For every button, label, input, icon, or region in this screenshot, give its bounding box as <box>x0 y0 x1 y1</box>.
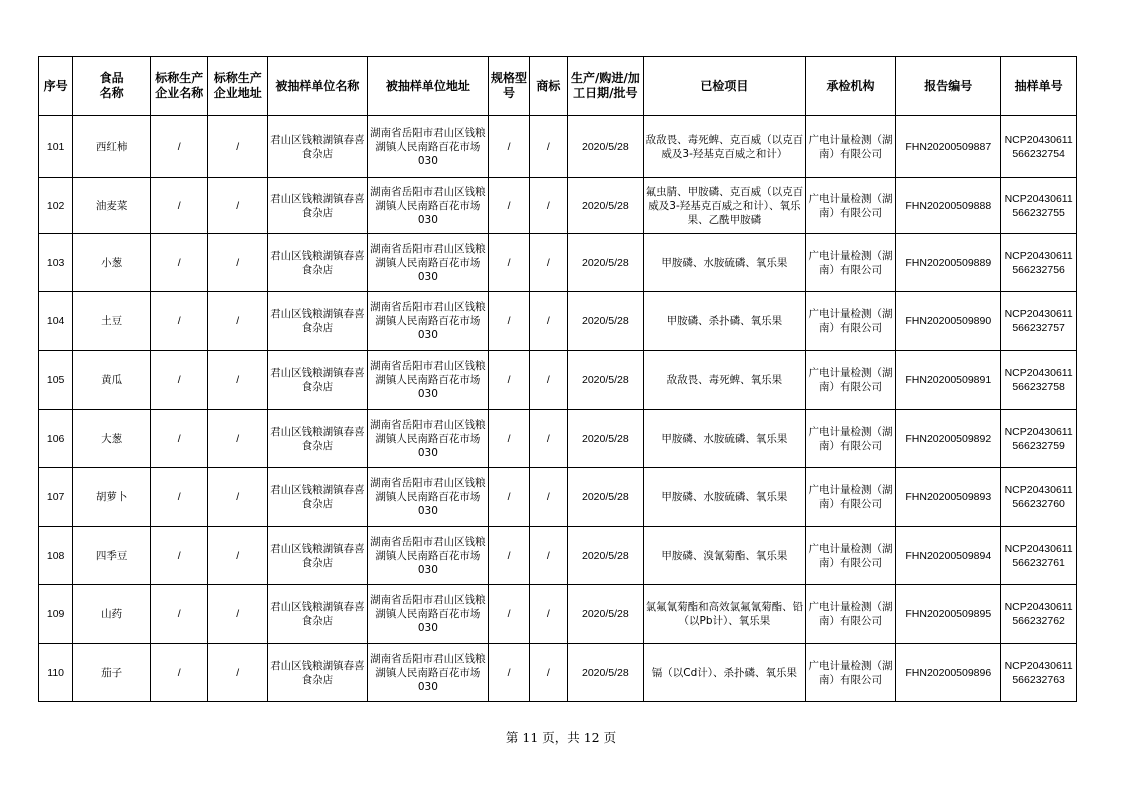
cell-spec: / <box>488 116 529 178</box>
cell-tested-items: 甲胺磷、水胺硫磷、氧乐果 <box>644 234 805 292</box>
cell-report-no: FHN20200509888 <box>896 178 1001 234</box>
cell-report-no: FHN20200509887 <box>896 116 1001 178</box>
cell-manufacturer-name: / <box>150 351 207 410</box>
cell-date: 2020/5/28 <box>567 585 644 644</box>
cell-tested-items: 氯氟氰菊酯和高效氯氟氰菊酯、铅（以Pb计）、氧乐果 <box>644 585 805 644</box>
cell-manufacturer-name: / <box>150 585 207 644</box>
cell-food-name: 胡萝卜 <box>73 468 151 527</box>
cell-manufacturer-address: / <box>208 585 268 644</box>
cell-index: 108 <box>39 527 73 585</box>
cell-sample-no: NCP20430611566232759 <box>1001 410 1077 468</box>
cell-brand: / <box>530 468 567 527</box>
cell-report-no: FHN20200509891 <box>896 351 1001 410</box>
cell-manufacturer-address: / <box>208 644 268 702</box>
cell-index: 101 <box>39 116 73 178</box>
cell-sampled-unit-address: 湖南省岳阳市君山区钱粮湖镇人民南路百花市场030 <box>367 410 488 468</box>
header-sampled-unit-name: 被抽样单位名称 <box>267 57 367 116</box>
cell-sample-no: NCP20430611566232757 <box>1001 292 1077 351</box>
cell-sample-no: NCP20430611566232756 <box>1001 234 1077 292</box>
cell-report-no: FHN20200509889 <box>896 234 1001 292</box>
cell-index: 110 <box>39 644 73 702</box>
cell-date: 2020/5/28 <box>567 116 644 178</box>
cell-report-no: FHN20200509896 <box>896 644 1001 702</box>
cell-sampled-unit-name: 君山区钱粮湖镇春喜食杂店 <box>267 468 367 527</box>
cell-manufacturer-name: / <box>150 468 207 527</box>
cell-manufacturer-address: / <box>208 292 268 351</box>
cell-date: 2020/5/28 <box>567 410 644 468</box>
cell-lab: 广电计量检测（湖南）有限公司 <box>805 292 896 351</box>
cell-sample-no: NCP20430611566232761 <box>1001 527 1077 585</box>
cell-sampled-unit-address: 湖南省岳阳市君山区钱粮湖镇人民南路百花市场030 <box>367 527 488 585</box>
cell-manufacturer-name: / <box>150 116 207 178</box>
cell-lab: 广电计量检测（湖南）有限公司 <box>805 351 896 410</box>
table-row <box>39 178 1077 234</box>
cell-sampled-unit-name: 君山区钱粮湖镇春喜食杂店 <box>267 644 367 702</box>
table-row <box>39 292 1077 351</box>
cell-manufacturer-name: / <box>150 178 207 234</box>
cell-tested-items: 敌敌畏、毒死蜱、克百威（以克百威及3-羟基克百威之和计） <box>644 116 805 178</box>
cell-sampled-unit-name: 君山区钱粮湖镇春喜食杂店 <box>267 585 367 644</box>
cell-food-name: 四季豆 <box>73 527 151 585</box>
cell-manufacturer-name: / <box>150 644 207 702</box>
cell-tested-items: 镉（以Cd计）、杀扑磷、氧乐果 <box>644 644 805 702</box>
cell-date: 2020/5/28 <box>567 351 644 410</box>
cell-manufacturer-name: / <box>150 234 207 292</box>
cell-manufacturer-address: / <box>208 468 268 527</box>
cell-tested-items: 氟虫腈、甲胺磷、克百威（以克百威及3-羟基克百威之和计）、氧乐果、乙酰甲胺磷 <box>644 178 805 234</box>
cell-spec: / <box>488 585 529 644</box>
cell-manufacturer-name: / <box>150 410 207 468</box>
cell-brand: / <box>530 644 567 702</box>
cell-sample-no: NCP20430611566232762 <box>1001 585 1077 644</box>
cell-manufacturer-address: / <box>208 116 268 178</box>
cell-food-name: 黄瓜 <box>73 351 151 410</box>
cell-sampled-unit-name: 君山区钱粮湖镇春喜食杂店 <box>267 178 367 234</box>
cell-date: 2020/5/28 <box>567 644 644 702</box>
header-spec: 规格型号 <box>488 57 529 116</box>
cell-lab: 广电计量检测（湖南）有限公司 <box>805 644 896 702</box>
table-row <box>39 585 1077 644</box>
cell-sample-no: NCP20430611566232760 <box>1001 468 1077 527</box>
cell-sample-no: NCP20430611566232755 <box>1001 178 1077 234</box>
cell-brand: / <box>530 116 567 178</box>
cell-food-name: 茄子 <box>73 644 151 702</box>
cell-sampled-unit-name: 君山区钱粮湖镇春喜食杂店 <box>267 292 367 351</box>
cell-index: 106 <box>39 410 73 468</box>
cell-sampled-unit-name: 君山区钱粮湖镇春喜食杂店 <box>267 351 367 410</box>
cell-sampled-unit-name: 君山区钱粮湖镇春喜食杂店 <box>267 234 367 292</box>
header-date: 生产/购进/加工日期/批号 <box>567 57 644 116</box>
cell-tested-items: 甲胺磷、水胺硫磷、氧乐果 <box>644 468 805 527</box>
cell-brand: / <box>530 585 567 644</box>
cell-date: 2020/5/28 <box>567 527 644 585</box>
header-index: 序号 <box>39 57 73 116</box>
cell-date: 2020/5/28 <box>567 234 644 292</box>
table-row <box>39 468 1077 527</box>
cell-brand: / <box>530 527 567 585</box>
header-report-no: 报告编号 <box>896 57 1001 116</box>
cell-tested-items: 敌敌畏、毒死蜱、氧乐果 <box>644 351 805 410</box>
cell-spec: / <box>488 410 529 468</box>
cell-report-no: FHN20200509895 <box>896 585 1001 644</box>
cell-sampled-unit-address: 湖南省岳阳市君山区钱粮湖镇人民南路百花市场030 <box>367 178 488 234</box>
cell-food-name: 油麦菜 <box>73 178 151 234</box>
header-tested-items: 已检项目 <box>644 57 805 116</box>
cell-index: 109 <box>39 585 73 644</box>
table-row <box>39 527 1077 585</box>
cell-manufacturer-address: / <box>208 410 268 468</box>
cell-date: 2020/5/28 <box>567 468 644 527</box>
cell-spec: / <box>488 234 529 292</box>
cell-brand: / <box>530 234 567 292</box>
table-row <box>39 644 1077 702</box>
cell-sampled-unit-name: 君山区钱粮湖镇春喜食杂店 <box>267 410 367 468</box>
inspection-table <box>38 56 1077 702</box>
cell-spec: / <box>488 468 529 527</box>
cell-index: 105 <box>39 351 73 410</box>
cell-tested-items: 甲胺磷、溴氰菊酯、氧乐果 <box>644 527 805 585</box>
cell-lab: 广电计量检测（湖南）有限公司 <box>805 234 896 292</box>
table-row <box>39 410 1077 468</box>
cell-sampled-unit-address: 湖南省岳阳市君山区钱粮湖镇人民南路百花市场030 <box>367 234 488 292</box>
cell-food-name: 大葱 <box>73 410 151 468</box>
cell-spec: / <box>488 351 529 410</box>
cell-food-name: 山药 <box>73 585 151 644</box>
cell-brand: / <box>530 292 567 351</box>
cell-manufacturer-address: / <box>208 527 268 585</box>
cell-spec: / <box>488 527 529 585</box>
cell-sampled-unit-name: 君山区钱粮湖镇春喜食杂店 <box>267 527 367 585</box>
cell-tested-items: 甲胺磷、杀扑磷、氧乐果 <box>644 292 805 351</box>
cell-index: 102 <box>39 178 73 234</box>
cell-sampled-unit-address: 湖南省岳阳市君山区钱粮湖镇人民南路百花市场030 <box>367 351 488 410</box>
cell-manufacturer-address: / <box>208 351 268 410</box>
cell-date: 2020/5/28 <box>567 292 644 351</box>
cell-report-no: FHN20200509893 <box>896 468 1001 527</box>
cell-report-no: FHN20200509894 <box>896 527 1001 585</box>
cell-lab: 广电计量检测（湖南）有限公司 <box>805 116 896 178</box>
cell-sampled-unit-name: 君山区钱粮湖镇春喜食杂店 <box>267 116 367 178</box>
cell-spec: / <box>488 644 529 702</box>
cell-sampled-unit-address: 湖南省岳阳市君山区钱粮湖镇人民南路百花市场030 <box>367 116 488 178</box>
cell-date: 2020/5/28 <box>567 178 644 234</box>
table-row <box>39 116 1077 178</box>
page-number: 第 11 页，共 12 页 <box>505 730 617 745</box>
cell-sampled-unit-address: 湖南省岳阳市君山区钱粮湖镇人民南路百花市场030 <box>367 644 488 702</box>
header-sampled-unit-address: 被抽样单位地址 <box>367 57 488 116</box>
header-manufacturer-address: 标称生产企业地址 <box>208 57 268 116</box>
cell-sample-no: NCP20430611566232763 <box>1001 644 1077 702</box>
cell-report-no: FHN20200509890 <box>896 292 1001 351</box>
cell-sample-no: NCP20430611566232758 <box>1001 351 1077 410</box>
cell-lab: 广电计量检测（湖南）有限公司 <box>805 410 896 468</box>
cell-food-name: 西红柿 <box>73 116 151 178</box>
cell-lab: 广电计量检测（湖南）有限公司 <box>805 468 896 527</box>
cell-brand: / <box>530 410 567 468</box>
cell-report-no: FHN20200509892 <box>896 410 1001 468</box>
header-lab: 承检机构 <box>805 57 896 116</box>
cell-index: 103 <box>39 234 73 292</box>
header-manufacturer-name: 标称生产企业名称 <box>150 57 207 116</box>
cell-index: 104 <box>39 292 73 351</box>
cell-sample-no: NCP20430611566232754 <box>1001 116 1077 178</box>
table-row <box>39 351 1077 410</box>
cell-lab: 广电计量检测（湖南）有限公司 <box>805 527 896 585</box>
cell-index: 107 <box>39 468 73 527</box>
table-header-row <box>39 57 1077 116</box>
cell-sampled-unit-address: 湖南省岳阳市君山区钱粮湖镇人民南路百花市场030 <box>367 292 488 351</box>
header-brand: 商标 <box>530 57 567 116</box>
cell-food-name: 土豆 <box>73 292 151 351</box>
cell-manufacturer-name: / <box>150 292 207 351</box>
cell-manufacturer-address: / <box>208 178 268 234</box>
cell-brand: / <box>530 351 567 410</box>
cell-brand: / <box>530 178 567 234</box>
header-food-name: 食品 名称 <box>73 57 151 116</box>
cell-lab: 广电计量检测（湖南）有限公司 <box>805 585 896 644</box>
cell-lab: 广电计量检测（湖南）有限公司 <box>805 178 896 234</box>
cell-sampled-unit-address: 湖南省岳阳市君山区钱粮湖镇人民南路百花市场030 <box>367 585 488 644</box>
table-row <box>39 234 1077 292</box>
cell-spec: / <box>488 178 529 234</box>
header-sample-no: 抽样单号 <box>1001 57 1077 116</box>
cell-food-name: 小葱 <box>73 234 151 292</box>
cell-manufacturer-name: / <box>150 527 207 585</box>
cell-manufacturer-address: / <box>208 234 268 292</box>
cell-tested-items: 甲胺磷、水胺硫磷、氧乐果 <box>644 410 805 468</box>
cell-spec: / <box>488 292 529 351</box>
cell-sampled-unit-address: 湖南省岳阳市君山区钱粮湖镇人民南路百花市场030 <box>367 468 488 527</box>
